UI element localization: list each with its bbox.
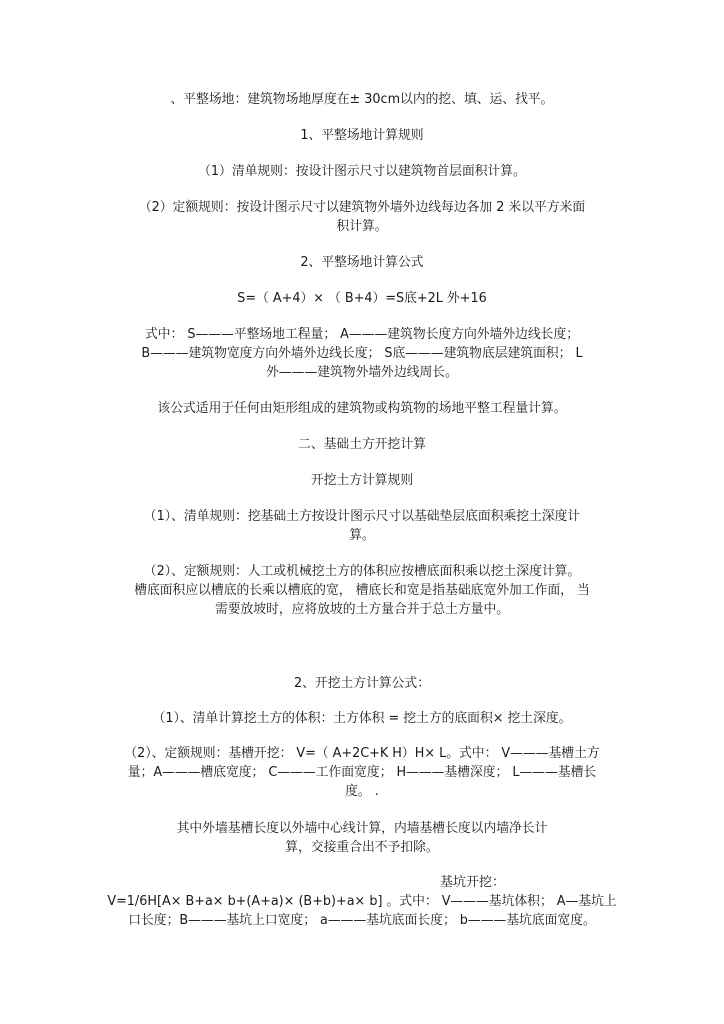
section-heading: 二、基础土方开挖计算: [298, 437, 426, 452]
text-line: （1）清单规则：按设计图示尺寸以建筑物首层面积计算。: [198, 164, 526, 179]
text-line: 度。 .: [345, 784, 379, 799]
text-line: 量；A———槽底宽度； C———工作面宽度； H———基槽深度； L———基槽长: [127, 765, 597, 780]
text-line: 积计算。: [336, 219, 388, 234]
section-heading: 2、平整场地计算公式: [300, 255, 424, 270]
text-line: 槽底面积应以槽底的长乘以槽底的宽， 槽底长和宽是指基础底宽外加工作面， 当: [134, 583, 590, 598]
text-line: 外———建筑物外墙外边线周长。: [266, 365, 458, 380]
text-line: B———建筑物宽度方向外墙外边线长度； S底———建筑物底层建筑面积； L: [141, 346, 583, 361]
text-line: 算，交接重合出不予扣除。: [285, 840, 439, 855]
section-heading: 1、平整场地计算规则: [300, 128, 424, 143]
section-heading: 基坑开挖：: [440, 875, 506, 890]
text-line: 需要放坡时，应将放坡的土方量合并于总土方量中。: [214, 602, 510, 617]
text-line: 口长度；B———基坑上口宽度； a———基坑底面长度； b———基坑底面宽度。: [128, 913, 596, 928]
text-line: 该公式适用于任何由矩形组成的建筑物或构筑物的场地平整工程量计算。: [157, 401, 567, 416]
text-line: （2）、定额规则：人工或机械挖土方的体积应按槽底面积乘以挖土深度计算。: [143, 564, 581, 579]
section-heading: 开挖土方计算规则: [310, 473, 414, 488]
text-line: （2）、定额规则：基槽开挖： V=（ A+2C+K H）H× L。式中： V———基槽土方: [124, 746, 600, 761]
text-line: 算。: [349, 528, 375, 543]
text-line: 、平整场地：建筑物场地厚度在± 30cm以内的挖、填、运、找平。: [170, 92, 554, 107]
formula-line: V=1/6H[A× B+a× b+(A+a)× (B+b)+a× b] 。式中： V———基坑体积； A—基坑上: [107, 894, 617, 909]
text-line: （1）、清单规则：挖基础土方按设计图示尺寸以基础垫层底面积乘挖土深度计: [143, 509, 581, 524]
text-line: 式中： S———平整场地工程量； A———建筑物长度方向外墙外边线长度；: [144, 327, 580, 342]
section-heading: 2、开挖土方计算公式：: [294, 676, 430, 691]
text-line: （1）、清单计算挖土方的体积：土方体积 = 挖土方的底面积× 挖土深度。: [152, 711, 572, 726]
text-line: 其中外墙基槽长度以外墙中心线计算，内墙基槽长度以内墙净长计: [176, 821, 548, 836]
formula-line: S=（ A+4）× （ B+4）=S底+2L 外+16: [237, 291, 487, 306]
text-line: （2）定额规则：按设计图示尺寸以建筑物外墙外边线每边各加 2 米以平方米面: [138, 200, 586, 215]
